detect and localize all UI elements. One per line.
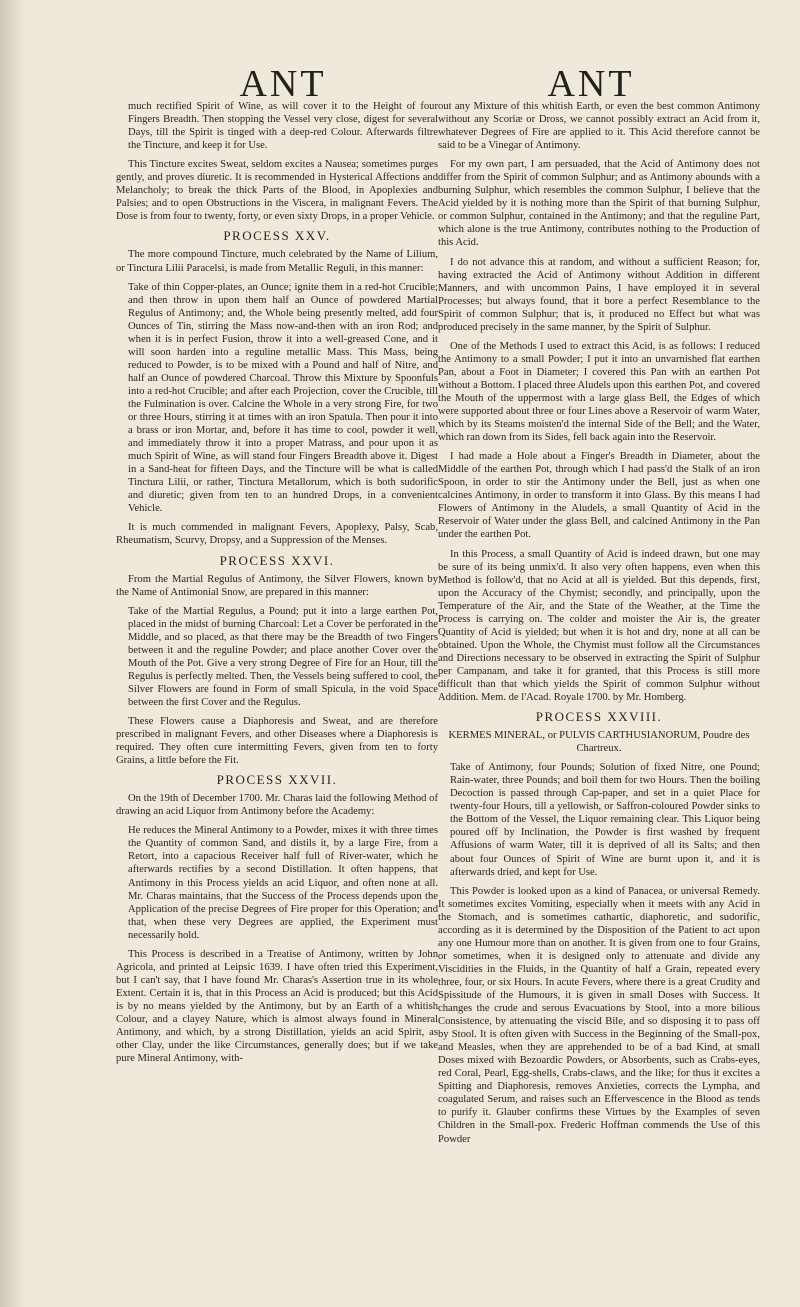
running-head-left: ANT xyxy=(239,63,327,105)
paragraph: much rectified Spirit of Wine, as will cover it to the Height of four Fingers Breadth. Then stopping the Vessel very close, digest for several Days, till the Spirit is tinged with a deep-red Colour. Afterwards filtre the Tincture, and keep it for Use. xyxy=(128,101,438,152)
paragraph: Take of the Martial Regulus, a Pound; put it into a large earthen Pot, placed in the midst of burning Charcoal: Let a Cover be perforated in the Middle, and so placed, as that there may be the Breadth of two Fingers between it and the reguline Powder; and place another Cover over the Mouth of the Pot. Give a very strong Degree of Fire for an Hour, till the Regulus is perfectly melted. Then, the Vessels being suffered to cool, the Silver Flowers are found in Form of small Spicula, in the void Space between the first Cover and the Regulus. xyxy=(128,605,438,708)
running-head-right: ANT xyxy=(547,63,635,105)
paragraph: It is much commended in malignant Fevers, Apoplexy, Palsy, Scab, Rheumatism, Scurvy, Dropsy, and a Suppression of the Menses. xyxy=(116,522,438,547)
paragraph: On the 19th of December 1700. Mr. Charas laid the following Method of drawing an acid Liquor from Antimony before the Academy: xyxy=(116,793,438,818)
paragraph: From the Martial Regulus of Antimony, the Silver Flowers, known by the Name of Antimonial Snow, are prepared in this manner: xyxy=(116,573,438,598)
process-heading: PROCESS XXVI. xyxy=(219,552,335,568)
paragraph: This Tincture excites Sweat, seldom excites a Nausea; sometimes purges gently, and proves diuretic. It is recommended in Hysterical Affections and Melancholy; to break the thick Parts of the Blood, in Apoplexies and Palsies; and to open Obstructions in the Viscera, in malignant Fevers. The Dose is from four to twenty, forty, or even sixty Drops, in a proper Vehicle. xyxy=(116,159,438,223)
section-subtitle: KERMES MINERAL, or PULVIS CARTHUSIANORUM, Poudre des Chartreux. xyxy=(448,730,750,755)
paragraph: out any Mixture of this whitish Earth, or even the best common Antimony without any Scoriæ or Dross, we cannot possibly extract an Acid from it, whatever Degrees of Fire are applied to it. This Acid therefore cannot be said to be a Vinegar of Antimony. xyxy=(438,101,760,152)
process-heading: PROCESS XXVII. xyxy=(216,772,338,788)
right-column xyxy=(438,100,760,1300)
paragraph: This Powder is looked upon as a kind of Panacea, or universal Remedy. It sometimes excites Vomiting, especially when it meets with any Acid in the Stomach, and is sometimes cathartic, diaphoretic, and sudorific, according as it is determined by the Disposition of the Patient to act upon any one Humour more than on another. It is given from one to four Grains, or sometimes, when it is designed only to attenuate and divide any Viscidities in the Fluids, in the Quantity of half a Grain, repeated every three, four, or six Hours. In acute Fevers, where there is a great Crudity and Spissitude of the Humours, it is given in small Doses with Success. It changes the crude and serous Evacuations by Stool, into a more bilious Consistence, by attenuating the viscid Bile, and so disposing it to pass off by Stool. It is often given with Success in the Beginning of the Small-pox, and Measles, when they are apprehended to be of a bad Kind, at small Doses mixed with Bezoardic Powders, or Absorbents, such as Crabs-eyes, red Coral, Pearl, Egg-shells, Crabs-claws, and the like; for thus it excites a Spitting and Diaphoresis, removes Anxieties, corrects the Lympha, and coagulated Serum, and raises such an Effervescence in the Blood as tends to purify it. Glauber confirms these Virtues by the Examples of seven Children in the Small-pox. Frederic Hoffman commends the Use of this Powder xyxy=(438,885,760,1145)
binding-gutter xyxy=(0,0,26,1307)
paragraph: I do not advance this at random, and without a sufficient Reason; for, having extracted the Acid of Antimony without Addition in different Manners, and with uncommon Pains, I have employed it in several Processes; but always found, that it bore a perfect Resemblance to the Spirit of common Sulphur; that is, it produced no Effect but what was produced precisely in the same manner, by the Spirit of Sulphur. xyxy=(438,256,760,333)
paragraph: I had made a Hole about a Finger's Breadth in Diameter, about the Middle of the earthen Pot, through which I had pass'd the Stalk of an iron Spoon, in order to stir the Antimony under the Bell, just as when one calcines Antimony, in order to transform it into Glass. By this means I had Flowers of Antimony in the Aludels, a small Quantity of Acid in the Reservoir of Water under the glass Bell, and calcined Antimony in the Pan under the earthen Pot. xyxy=(438,451,760,541)
paragraph: These Flowers cause a Diaphoresis and Sweat, and are therefore prescribed in malignant Fevers, and other Diseases where a Diaphoresis is required. They often cure intermitting Fevers, given from ten to forty Grains, a little before the Fit. xyxy=(116,716,438,767)
paragraph: One of the Methods I used to extract this Acid, is as follows: I reduced the Antimony to a small Powder; I put it into an unvarnished flat earthen Pan, about a Foot in Diameter; I covered this Pan with an earthen Pot without a Bottom. I placed three Aludels upon this earthen Pot, and covered the Mouth of the uppermost with a large glass Bell, the Edges of which were supported about three or four Lines above a Reservoir of warm Water, which by its Steams moisten'd the internal Side of the Bell; and the Water, which ran down from its Sides, fell back again into the Reservoir. xyxy=(438,340,760,444)
paragraph: In this Process, a small Quantity of Acid is indeed drawn, but one may be sure of its being unmix'd. It also very often happens, even when this Method is follow'd, that no Acid at all is yielded. But this depends, first, upon the Accuracy of the Chymist; secondly, and principally, upon the Temperature of the Air, and the State of the Weather, at the Time the Process is carrying on. The colder and moister the Air is, the greater Quantity of Acid is yielded; but when it is hot and dry, none at all can be obtained. Upon the Whole, the Chymist must follow all the Circumstances and Directions necessary to be observed in extracting the Spirit of Sulphur per Campanam, and take it for granted, that this Process is still more difficult than that which yields the Spirit of common Sulphur without Addition. Mem. de l'Acad. Royale 1700. by Mr. Homberg. xyxy=(438,548,760,704)
process-heading: PROCESS XXVIII. xyxy=(535,709,663,725)
left-column xyxy=(116,100,438,1300)
paragraph: Take of Antimony, four Pounds; Solution of fixed Nitre, one Pound; Rain-water, three Pounds; and boil them for two Hours. Then the boiling Decoction is passed through Cap-paper, and set in a quiet Place for twenty-four Hours, till a yellowish, or Saffron-coloured Powder sinks to the Bottom of the Vessel, the Liquor remaining clear. This Liquor being poured off by Inclination, the Powder is first washed by frequent Affusions of warm Water, till it is deprived of all its Salts; and then about four Ounces of Spirit of Wine are burnt upon it, and it is afterwards dried, and kept for Use. xyxy=(450,762,760,878)
paragraph: Take of thin Copper-plates, an Ounce; ignite them in a red-hot Crucible; and then throw in upon them half an Ounce of powdered Martial Regulus of Antimony; and, the Whole being presently melted, add four Ounces of Tin, stirring the Mass now-and-then with an iron Rod; and when it is in perfect Fusion, throw it into a well-greased Cone, and it will soon harden into a reguline metallic Mass. This Mass, being reduced to Powder, is to be mixed with a Pound and half of Nitre, and half an Ounce of powdered Charcoal. Throw this Mixture by Spoonfuls into a red-hot Crucible; and after each Projection, cover the Crucible, till the Fulmination is over. Calcine the Whole in a very strong Fire, for two or three Hours, stirring it at times with an iron Spatula. Then pour it into a brass or iron Mortar, and, before it has time to cool, powder it well, and immediately throw it into a proper Matrass, and pour upon it as much Spirit of Wine, as will stand four Fingers Breadth above it. Digest in a Sand-heat for fifteen Days, and the Tincture will be what is called Tinctura Lilii, or rather, Tinctura Metallorum, which is both sudorific and diuretic; given from ten to an hundred Drops, in a convenient Vehicle. xyxy=(128,281,438,515)
process-heading: PROCESS XXV. xyxy=(223,228,331,244)
paragraph: He reduces the Mineral Antimony to a Powder, mixes it with three times the Quantity of common Sand, and distils it, by a large Fire, from a Retort, into a capacious Receiver half full of River-water, which he afterwards rectifies by a second Distillation. It often happens, that Antimony in this Process yields an acid Liquor, and often none at all. Mr. Charas maintains, that the Success of the Process depends upon the Application of the precise Degrees of Fire proper for this Operation; and that, when these very Degrees are applied, the Experiment must necessarily hold. xyxy=(128,825,438,941)
paragraph: For my own part, I am persuaded, that the Acid of Antimony does not differ from the Spirit of common Sulphur; and as Antimony abounds with a burning Sulphur, which resembles the common Sulphur, I believe that the Acid yielded by it is nothing more than the Spirit of that burning Sulphur, or common Sulphur, contained in the Antimony; and that the reguline Part, which alone is the true Antimony, contributes nothing to the Production of this Acid. xyxy=(438,159,760,249)
paragraph: The more compound Tincture, much celebrated by the Name of Lilium, or Tinctura Lilii Paracelsi, is made from Metallic Reguli, in this manner: xyxy=(116,249,438,274)
paragraph: This Process is described in a Treatise of Antimony, written by John Agricola, and printed at Leipsic 1639. I have often tried this Experiment, but I can't say, that I have found Mr. Charas's Assertion true in its whole Extent. Certain it is, that in this Process an Acid is produced; but this Acid is by no means yielded by the Antimony, but by an Earth of a whitish Colour, and a clayey Nature, which is almost always found in Mineral Antimony, and which, by a strong Distillation, yields an acid Spirit, as other Clay, under the like Circumstances, generally does; but if we take pure Mineral Antimony, with- xyxy=(116,948,438,1065)
